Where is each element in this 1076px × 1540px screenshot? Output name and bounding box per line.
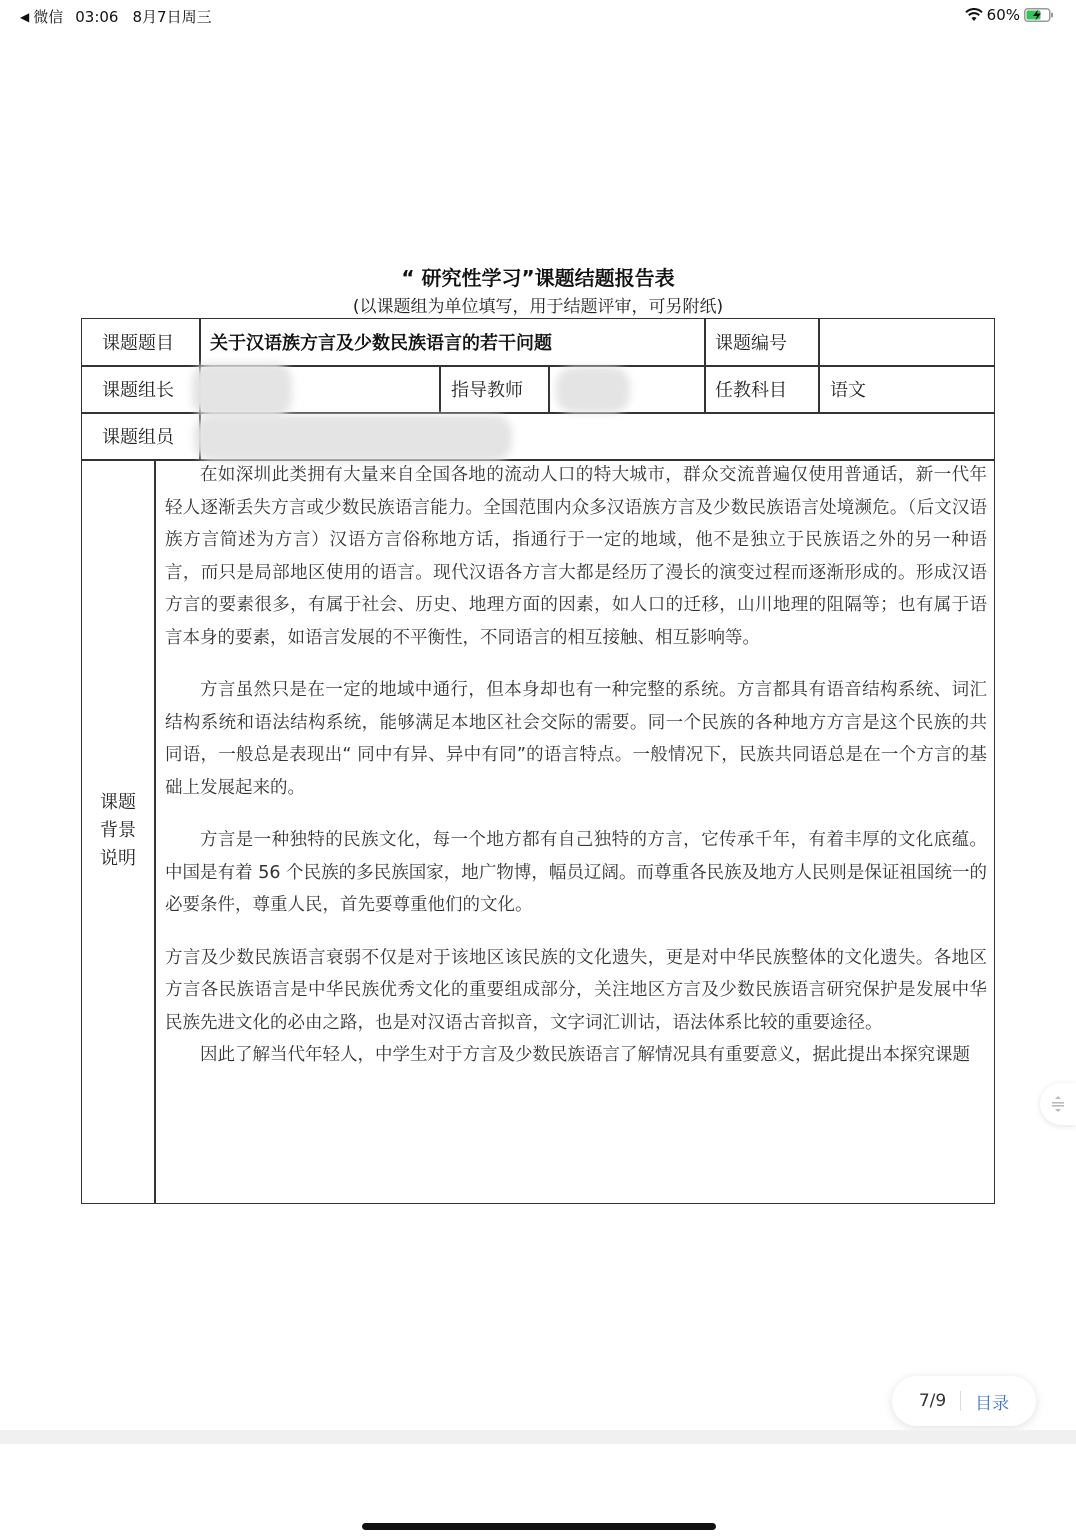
- redacted-member-names: [194, 415, 512, 461]
- back-arrow-icon[interactable]: ◀: [20, 9, 30, 24]
- pill-divider: [960, 1391, 961, 1411]
- page-indicator: [892, 1376, 1036, 1426]
- background-paragraph-1: 在如深圳此类拥有大量来自全国各地的流动人口的特大城市，群众交流普遍仅使用普通话，新一代年轻人逐渐丢失方言或少数民族语言能力。全国范围内众多汉语族方言及少数民族语言处境濒危。（后文汉语族方言简述为方言）汉语方言俗称地方话，指通行于一定的地域，他不是独立于民族语之外的另一种语言，而只是局部地区使用的语言。现代汉语各方言大都是经历了漫长的演变过程而逐渐形成的。形成汉语方言的要素很多，有属于社会、历史、地理方面的因素，如人口的迁移，山川地理的阻隔等；也有属于语言本身的要素，如语言发展的不平衡性，不同语言的相互接触、相互影响等。: [165, 465, 987, 648]
- status-time: 03:06: [75, 7, 119, 26]
- background-paragraph-3: 方言是一种独特的民族文化，每一个地方都有自己独特的方言，它传承千年，有着丰厚的文化底蕴。中国是有着 56 个民族的多民族国家，地广物博，幅员辽阔。而尊重各民族及地方人民则是保证祖国统一的必要条件，尊重人民，首先要尊重他们的文化。: [165, 830, 987, 915]
- background-paragraph-4: 方言及少数民族语言衰弱不仅是对于该地区该民族的文化遗失，更是对中华民族整体的文化遗失。各地区方言各民族语言是中华民族优秀文化的重要组成部分，关注地区方言及少数民族语言研究保护是发展中华民族先进文化的必由之路，也是对汉语古音拟音，文字词汇训诂，语法体系比较的重要途径。: [165, 947, 987, 1033]
- background-paragraph-2: 方言虽然只是在一定的地域中通行，但本身却也有一种完整的系统。方言都具有语音结构系统、词汇结构系统和语法结构系统，能够满足本地区社会交际的需要。同一个民族的各种地方方言是这个民族的共同语，一般总是表现出“ 同中有异、异中有同”的语言特点。一般情况下，民族共同语总是在一个方言的基础上发展起来的。: [165, 680, 987, 798]
- redacted-advisor-name: [556, 367, 630, 413]
- advisor-label: 指导教师: [451, 379, 523, 401]
- wifi-icon: [965, 8, 983, 22]
- background-text: [165, 459, 987, 1072]
- table-rule: [439, 365, 441, 412]
- page-number: 7/9: [918, 1391, 947, 1411]
- redacted-leader-name: [192, 363, 292, 417]
- background-label-line: 背景: [100, 820, 136, 841]
- battery-charging-icon: [1024, 8, 1054, 22]
- side-drag-handle[interactable]: [1040, 1083, 1076, 1125]
- drag-handle-icon: [1050, 1095, 1066, 1113]
- table-rule: [818, 319, 820, 412]
- document-title: “ 研究性学习”课题结题报告表: [401, 266, 675, 290]
- back-app-label[interactable]: 微信: [33, 8, 64, 26]
- battery-percent: 60%: [986, 6, 1020, 24]
- subject-value: 语文: [830, 379, 866, 401]
- table-rule: [704, 319, 706, 412]
- status-date: 8月7日周三: [132, 8, 212, 26]
- background-label: [82, 789, 154, 873]
- topic-label: 课题题目: [102, 333, 174, 354]
- viewer-bottom-bar: [0, 1430, 1076, 1444]
- members-label: 课题组员: [102, 426, 174, 448]
- document-subtitle: (以课题组为单位填写，用于结题评审，可另附纸): [352, 297, 724, 317]
- background-paragraph-5: 因此了解当代年轻人，中学生对于方言及少数民族语言了解情况具有重要意义，据此提出本探究课题: [200, 1045, 970, 1065]
- background-label-line: 课题: [100, 792, 136, 813]
- status-left: [20, 6, 212, 27]
- topic-value: 关于汉语族方言及少数民族语言的若干问题: [210, 333, 552, 354]
- leader-label: 课题组长: [102, 379, 174, 401]
- status-right: [965, 6, 1054, 24]
- status-bar: [0, 0, 1076, 32]
- subject-label: 任教科目: [715, 379, 787, 401]
- background-label-line: 说明: [100, 848, 136, 869]
- toc-button[interactable]: 目录: [975, 1393, 1010, 1414]
- table-rule: [548, 365, 550, 412]
- home-indicator[interactable]: [362, 1523, 716, 1530]
- table-rule: [154, 459, 156, 1203]
- topic-number-label: 课题编号: [715, 333, 787, 354]
- report-table: [81, 318, 995, 1204]
